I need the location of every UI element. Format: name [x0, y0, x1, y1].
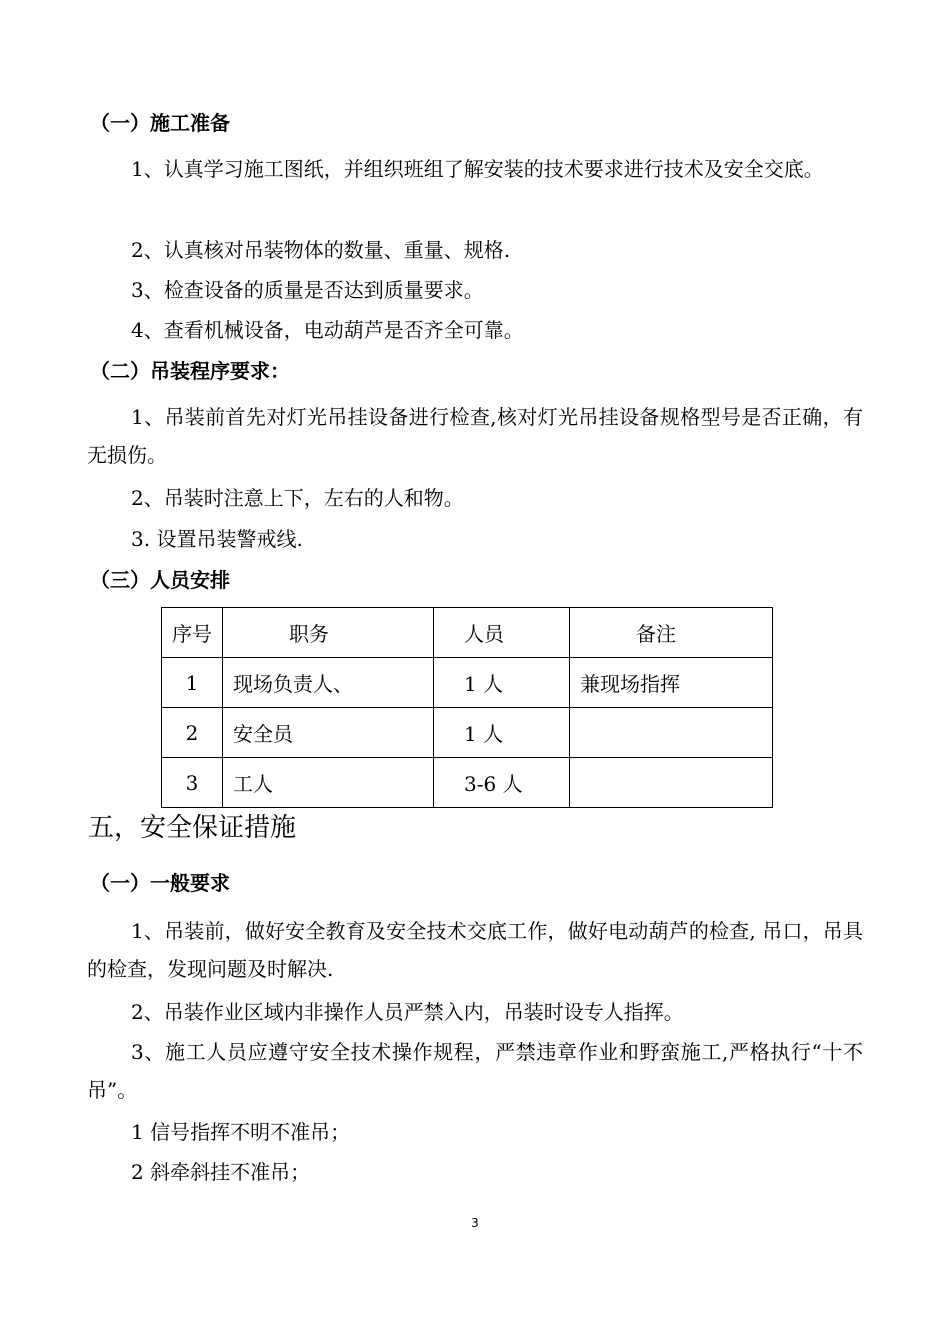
table-cell: 兼现场指挥 [570, 658, 773, 708]
paragraph: 2、认真核对吊装物体的数量、重量、规格. [131, 238, 511, 262]
table-row [162, 708, 773, 758]
table-cell: 3 [162, 758, 223, 808]
table-cell: 3-6 人 [434, 758, 570, 808]
paragraph: 1、吊装前首先对灯光吊挂设备进行检查,核对灯光吊挂设备规格型号是否正确，有无损伤。 [87, 405, 863, 467]
table-row [162, 658, 773, 708]
paragraph: 1、吊装前，做好安全教育及安全技术交底工作，做好电动葫芦的检查, 吊口，吊具的检查，发现问题及时解决. [87, 919, 863, 981]
header-cell: 职务 [223, 608, 434, 658]
heading-hoisting-procedure: （二）吊装程序要求： [90, 359, 290, 383]
heading-staffing: （三）人员安排 [90, 568, 230, 592]
header-cell: 序号 [162, 608, 223, 658]
paragraph: 2、吊装作业区域内非操作人员严禁入内，吊装时设专人指挥。 [131, 1000, 684, 1024]
table-row [162, 758, 773, 808]
paragraph: 3、施工人员应遵守安全技术操作规程，严禁违章作业和野蛮施工,严格执行“十不吊”。 [87, 1040, 863, 1102]
heading-general-requirements: （一）一般要求 [90, 871, 230, 895]
paragraph: 3. 设置吊装警戒线. [131, 527, 303, 551]
paragraph: 2、吊装时注意上下，左右的人和物。 [131, 486, 464, 510]
header-cell: 备注 [570, 608, 773, 658]
header-cell: 人员 [434, 608, 570, 658]
table-cell: 2 [162, 708, 223, 758]
paragraph: 3、检查设备的质量是否达到质量要求。 [131, 278, 484, 302]
list-item: 2 斜牵斜挂不准吊； [131, 1160, 311, 1184]
paragraph: 1、认真学习施工图纸，并组织班组了解安装的技术要求进行技术及安全交底。 [131, 157, 824, 181]
section-title-safety-measures: 五，安全保证措施 [88, 813, 297, 843]
table-cell: 工人 [223, 758, 434, 808]
table-cell: 1 [162, 658, 223, 708]
staffing-table [161, 607, 773, 808]
table-header-row [162, 608, 773, 658]
table-cell [570, 708, 773, 758]
table-cell: 1 人 [434, 658, 570, 708]
list-item: 1 信号指挥不明不准吊； [131, 1120, 351, 1144]
heading-construction-prep: （一）施工准备 [90, 111, 230, 135]
table-cell: 安全员 [223, 708, 434, 758]
page-number: 3 [471, 1216, 479, 1230]
table-cell: 1 人 [434, 708, 570, 758]
paragraph: 4、查看机械设备，电动葫芦是否齐全可靠。 [131, 318, 524, 342]
table-cell: 现场负责人、 [223, 658, 434, 708]
table-cell [570, 758, 773, 808]
